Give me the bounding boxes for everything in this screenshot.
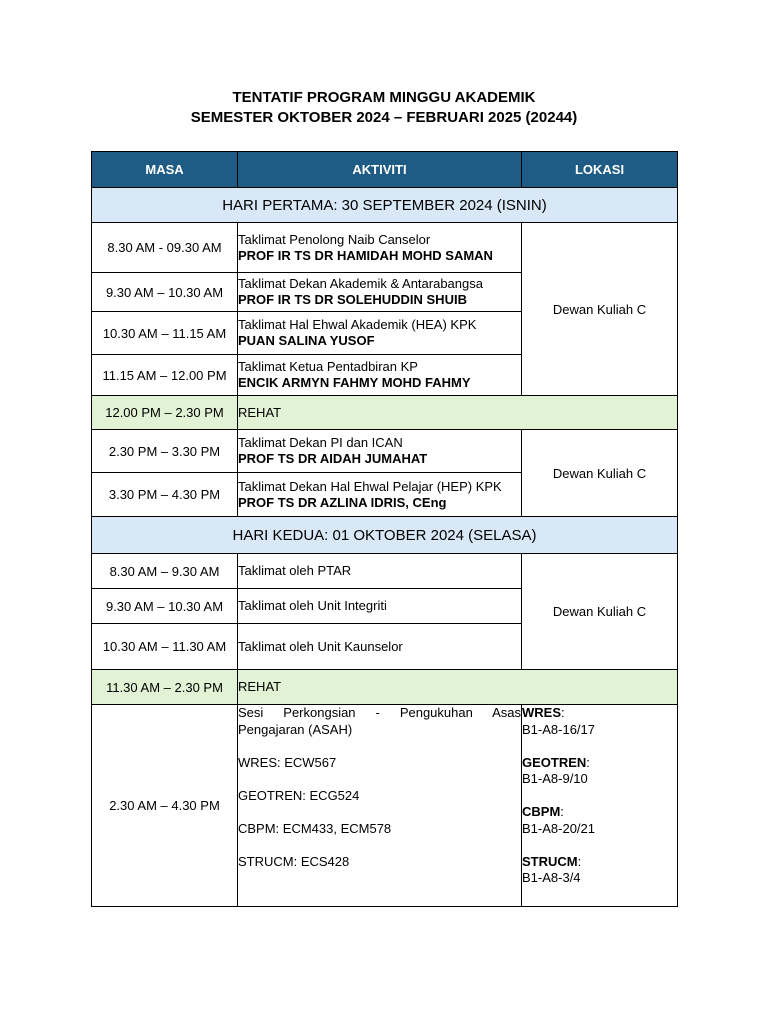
room-code: B1-A8-16/17	[522, 721, 595, 737]
program-code: CBPM	[522, 804, 561, 819]
activity-title: Taklimat Dekan PI dan ICAN	[238, 435, 403, 450]
activity-cell	[238, 430, 522, 473]
time-cell: 2.30 PM – 3.30 PM	[92, 430, 238, 473]
speaker-name: PROF IR TS DR HAMIDAH MOHD SAMAN	[238, 247, 493, 263]
activity-cell: Taklimat oleh Unit Integriti	[238, 589, 522, 624]
activity-cell	[238, 355, 522, 396]
activity-title: Taklimat Dekan Hal Ehwal Pelajar (HEP) KPK	[238, 478, 502, 494]
program-code: GEOTREN	[522, 754, 587, 770]
program-code: WRES	[522, 705, 561, 720]
time-cell: 8.30 AM - 09.30 AM	[92, 223, 238, 273]
location-entry: STRUCM:	[522, 853, 582, 869]
break-time: 11.30 AM – 2.30 PM	[92, 670, 238, 705]
program-item: STRUCM: ECS428	[238, 853, 350, 869]
table-row	[92, 554, 678, 589]
time-cell: 3.30 PM – 4.30 PM	[92, 473, 238, 517]
day-row	[92, 517, 678, 554]
document-subtitle: SEMESTER OKTOBER 2024 – FEBRUARI 2025 (20244)	[190, 109, 578, 126]
header-masa: MASA	[92, 152, 238, 188]
break-row	[92, 396, 678, 430]
activity-title: Sesi Perkongsian - Pengukuhan Asas Pengajaran (ASAH)	[238, 705, 521, 737]
time-cell: 11.15 AM – 12.00 PM	[92, 355, 238, 396]
location-cell: Dewan Kuliah C	[522, 223, 678, 396]
day1-label: HARI PERTAMA: 30 SEPTEMBER 2024 (ISNIN)	[92, 188, 678, 223]
program-item: WRES: ECW567	[238, 754, 337, 770]
room-code: B1-A8-3/4	[522, 870, 581, 885]
speaker-name: ENCIK ARMYN FAHMY MOHD FAHMY	[238, 375, 471, 390]
break-label: REHAT	[238, 396, 678, 430]
location-entry: WRES:	[522, 705, 565, 720]
activity-cell	[238, 312, 522, 355]
break-row	[92, 670, 678, 705]
speaker-name: PROF TS DR AIDAH JUMAHAT	[238, 451, 428, 466]
header-lokasi: LOKASI	[522, 152, 678, 188]
table-row	[92, 705, 678, 907]
day2-label: HARI KEDUA: 01 OKTOBER 2024 (SELASA)	[92, 517, 678, 554]
program-item: CBPM: ECM433, ECM578	[238, 820, 392, 836]
location-cell: Dewan Kuliah C	[522, 430, 678, 517]
activity-cell	[238, 705, 522, 907]
speaker-name: PROF TS DR AZLINA IDRIS, CEng	[238, 494, 447, 510]
activity-cell	[238, 223, 522, 273]
activity-cell	[238, 473, 522, 517]
time-cell: 8.30 AM – 9.30 AM	[92, 554, 238, 589]
room-code: B1-A8-9/10	[522, 771, 588, 786]
day-row	[92, 188, 678, 223]
speaker-name: PUAN SALINA YUSOF	[238, 333, 375, 348]
time-cell: 9.30 AM – 10.30 AM	[92, 273, 238, 312]
activity-title: Taklimat Hal Ehwal Akademik (HEA) KPK	[238, 317, 477, 332]
header-aktiviti: AKTIVITI	[238, 152, 522, 188]
program-code: STRUCM	[522, 853, 578, 869]
activity-cell: Taklimat oleh Unit Kaunselor	[238, 624, 522, 670]
location-cell: Dewan Kuliah C	[522, 554, 678, 670]
speaker-name: PROF IR TS DR SOLEHUDDIN SHUIB	[238, 292, 467, 307]
location-entry: GEOTREN:	[522, 754, 590, 770]
schedule-table	[91, 151, 678, 907]
time-cell: 2.30 AM – 4.30 PM	[92, 705, 238, 907]
table-row	[92, 430, 678, 473]
activity-title: Taklimat Penolong Naib Canselor	[238, 231, 431, 247]
time-cell: 10.30 AM – 11.15 AM	[92, 312, 238, 355]
header-row	[92, 152, 678, 188]
break-time: 12.00 PM – 2.30 PM	[92, 396, 238, 430]
location-cell	[522, 705, 678, 907]
activity-title: Taklimat Ketua Pentadbiran KP	[238, 359, 418, 374]
break-label: REHAT	[238, 670, 678, 705]
activity-title: Taklimat Dekan Akademik & Antarabangsa	[238, 276, 483, 291]
table-row	[92, 223, 678, 273]
location-entry: CBPM:	[522, 804, 564, 819]
document-title: TENTATIF PROGRAM MINGGU AKADEMIK	[232, 89, 536, 106]
activity-cell	[238, 273, 522, 312]
activity-cell: Taklimat oleh PTAR	[238, 554, 522, 589]
program-item: GEOTREN: ECG524	[238, 787, 360, 803]
time-cell: 9.30 AM – 10.30 AM	[92, 589, 238, 624]
room-code: B1-A8-20/21	[522, 820, 595, 836]
time-cell: 10.30 AM – 11.30 AM	[92, 624, 238, 670]
